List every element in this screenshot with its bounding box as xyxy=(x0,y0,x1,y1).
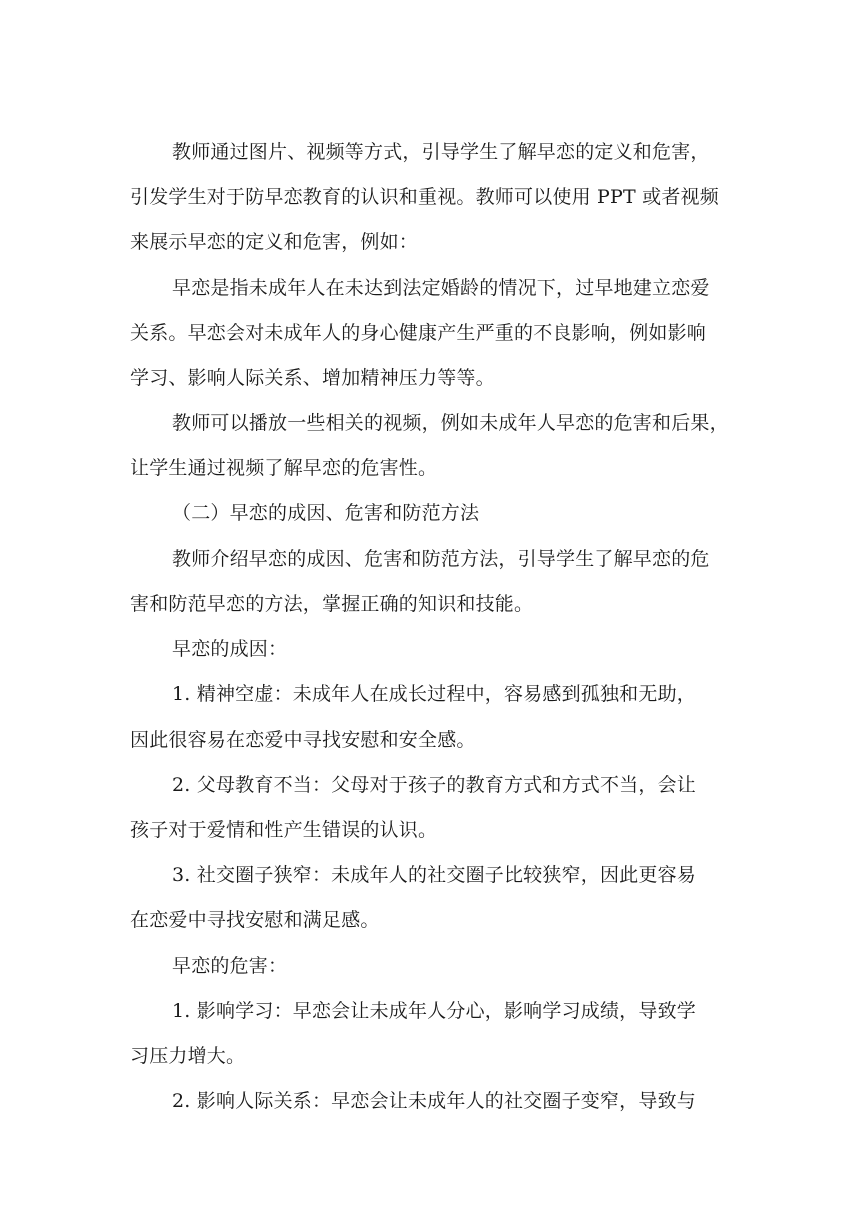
text-line: 引发学生对于防早恋教育的认识和重视。教师可以使用 PPT 或者视频 xyxy=(130,186,719,208)
text-line: 早恋是指未成年人在未达到法定婚龄的情况下，过早地建立恋爱 xyxy=(172,277,710,299)
subheading: 早恋的成因： xyxy=(172,638,288,660)
text-line: 教师介绍早恋的成因、危害和防范方法，引导学生了解早恋的危 xyxy=(172,548,710,570)
text-line: 习压力增大。 xyxy=(130,1045,246,1067)
text-line: 学习、影响人际关系、增加精神压力等等。 xyxy=(130,367,495,389)
text-line: 教师可以播放一些相关的视频，例如未成年人早恋的危害和后果， xyxy=(172,412,729,434)
text-line: 关系。早恋会对未成年人的身心健康产生严重的不良影响，例如影响 xyxy=(130,322,707,344)
text-line: 害和防范早恋的方法，掌握正确的知识和技能。 xyxy=(130,593,534,615)
section-heading: （二）早恋的成因、危害和防范方法 xyxy=(172,502,480,524)
text-line: 在恋爱中寻找安慰和满足感。 xyxy=(130,909,380,931)
text-line: 教师通过图片、视频等方式，引导学生了解早恋的定义和危害， xyxy=(172,141,710,163)
text-line: 因此很容易在恋爱中寻找安慰和安全感。 xyxy=(130,729,476,751)
list-item: 1. 影响学习：早恋会让未成年人分心，影响学习成绩，导致学 xyxy=(172,1000,696,1022)
list-item: 2. 影响人际关系：早恋会让未成年人的社交圈子变窄，导致与 xyxy=(172,1090,696,1112)
list-item: 1. 精神空虚：未成年人在成长过程中，容易感到孤独和无助， xyxy=(172,683,696,705)
text-line: 来展示早恋的定义和危害，例如： xyxy=(130,231,419,253)
text-line: 孩子对于爱情和性产生错误的认识。 xyxy=(130,819,438,841)
subheading: 早恋的危害： xyxy=(172,955,288,977)
list-item: 2. 父母教育不当：父母对于孩子的教育方式和方式不当，会让 xyxy=(172,774,696,796)
text-line: 让学生通过视频了解早恋的危害性。 xyxy=(130,457,438,479)
list-item: 3. 社交圈子狭窄：未成年人的社交圈子比较狭窄，因此更容易 xyxy=(172,864,696,886)
